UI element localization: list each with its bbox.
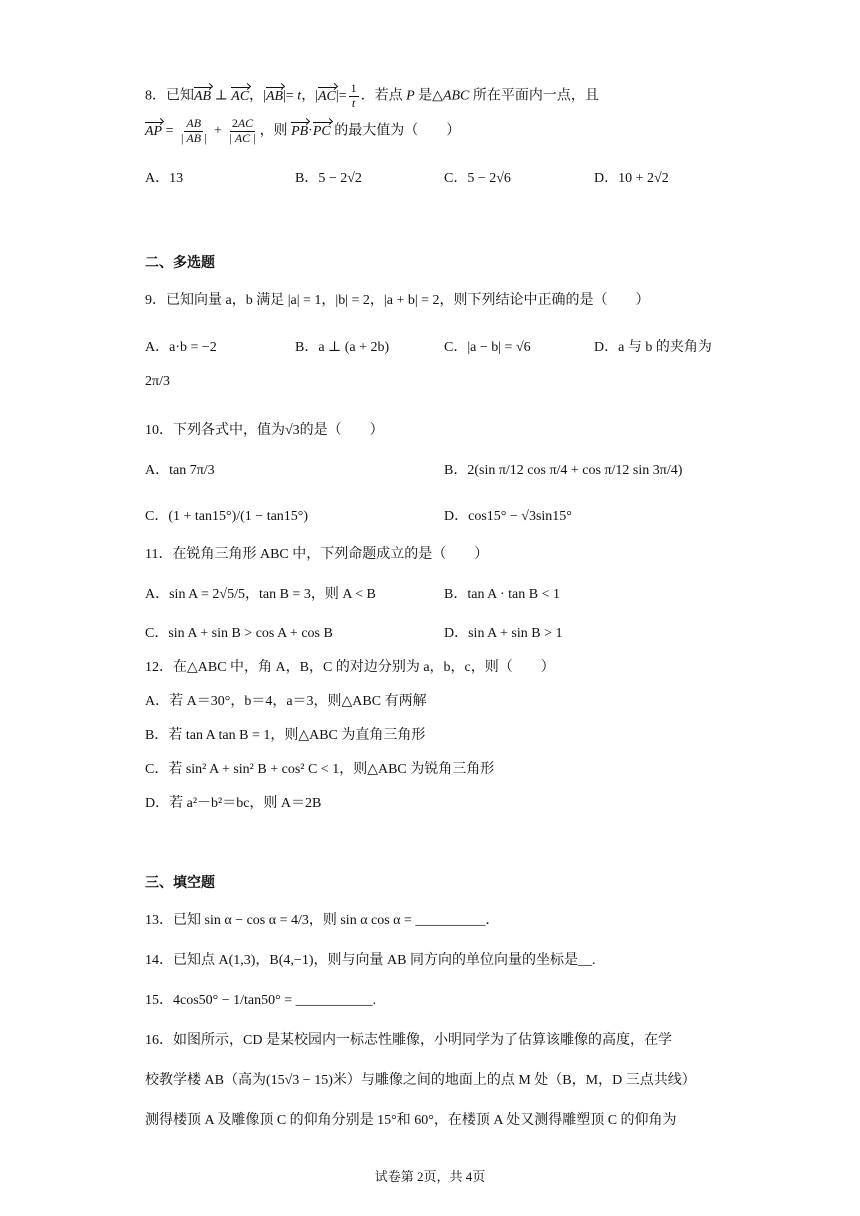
q8-line1: 8．已知AB ⊥ AC，|AB|= t，|AC|= $\frac{1}{t}$ ．若点 P 是△ABC 所在平面内一点，且	[145, 81, 599, 110]
q10-option-d: D．cos15° − √3sin15°	[444, 509, 572, 524]
q9-option-d-value: 2π/3	[145, 374, 170, 389]
q11-stem: 11．在锐角三角形 ABC 中，下列命题成立的是（ ）	[145, 547, 489, 562]
q8-option-d: D．10 + 2√2	[594, 171, 669, 186]
q12-option-c: C．若 sin² A + sin² B + cos² C < 1，则△ABC 为锐角三角形	[145, 762, 495, 777]
q16-line3: 测得楼顶 A 及雕像顶 C 的仰角分别是 15°和 60°，在楼顶 A 处又测得雕塑顶 C 的仰角为	[145, 1113, 677, 1128]
q14-text: 14．已知点 A(1,3)，B(4,−1)，则与向量 AB 同方向的单位向量的坐标是__.	[145, 953, 596, 968]
q10-option-a: A．tan 7π/3	[145, 463, 215, 478]
page-footer: 试卷第 2页，共 4页	[374, 1169, 486, 1184]
q12-stem: 12．在△ABC 中，角 A，B，C 的对边分别为 a，b，c，则（ ）	[145, 660, 555, 675]
q9-option-b: B．a ⊥ (a + 2b)	[295, 340, 390, 355]
q8-line2: AP = $\frac{AB}{| AB |}$ + $\frac{2AC}{| AC |}$ ，则 PB·PC 的最大值为（ ）	[145, 116, 461, 145]
q9-option-c: C．|a − b| = √6	[444, 340, 531, 355]
q15-text: 15．4cos50° − 1/tan50° = ___________.	[145, 993, 377, 1008]
q16-line2: 校教学楼 AB（高为(15√3 − 15)米）与雕像之间的地面上的点 M 处（B，M，D 三点共线）	[145, 1073, 696, 1088]
q9-option-a: A．a·b = −2	[145, 340, 217, 355]
q10-option-b: B．2(sin π/12 cos π/4 + cos π/12 sin 3π/4)	[444, 463, 683, 478]
q12-option-d: D．若 a²－b²＝bc，则 A＝2B	[145, 796, 322, 811]
q11-option-c: C．sin A + sin B > cos A + cos B	[145, 626, 333, 641]
q11-option-b: B．tan A · tan B < 1	[444, 587, 561, 602]
q10-option-c: C．(1 + tan15°)/(1 − tan15°)	[145, 509, 309, 524]
q16-line1: 16．如图所示，CD 是某校园内一标志性雕像，小明同学为了估算该雕像的高度，在学	[145, 1033, 672, 1048]
q12-option-b: B．若 tan A tan B = 1，则△ABC 为直角三角形	[145, 728, 426, 743]
q8-option-b: B．5 − 2√2	[295, 171, 362, 186]
section-fill-blank-heading: 三、填空题	[145, 875, 215, 891]
section-multiple-choice-heading: 二、多选题	[145, 255, 215, 271]
q11-option-a: A．sin A = 2√5/5，tan B = 3，则 A < B	[145, 587, 376, 602]
q10-stem: 10．下列各式中，值为√3的是（ ）	[145, 423, 384, 438]
q13-text: 13．已知 sin α − cos α = 4/3，则 sin α cos α = __________．	[145, 913, 500, 928]
q8-option-a: A．13	[145, 171, 184, 186]
q9-option-d: D．a 与 b 的夹角为	[594, 340, 712, 355]
q9-stem: 9．已知向量 a，b 满足 |a| = 1，|b| = 2，|a + b| = 2，则下列结论中正确的是（ ）	[145, 293, 650, 308]
q8-option-c: C．5 − 2√6	[444, 171, 511, 186]
q12-option-a: A．若 A＝30°，b＝4，a＝3，则△ABC 有两解	[145, 694, 427, 709]
q11-option-d: D．sin A + sin B > 1	[444, 626, 563, 641]
